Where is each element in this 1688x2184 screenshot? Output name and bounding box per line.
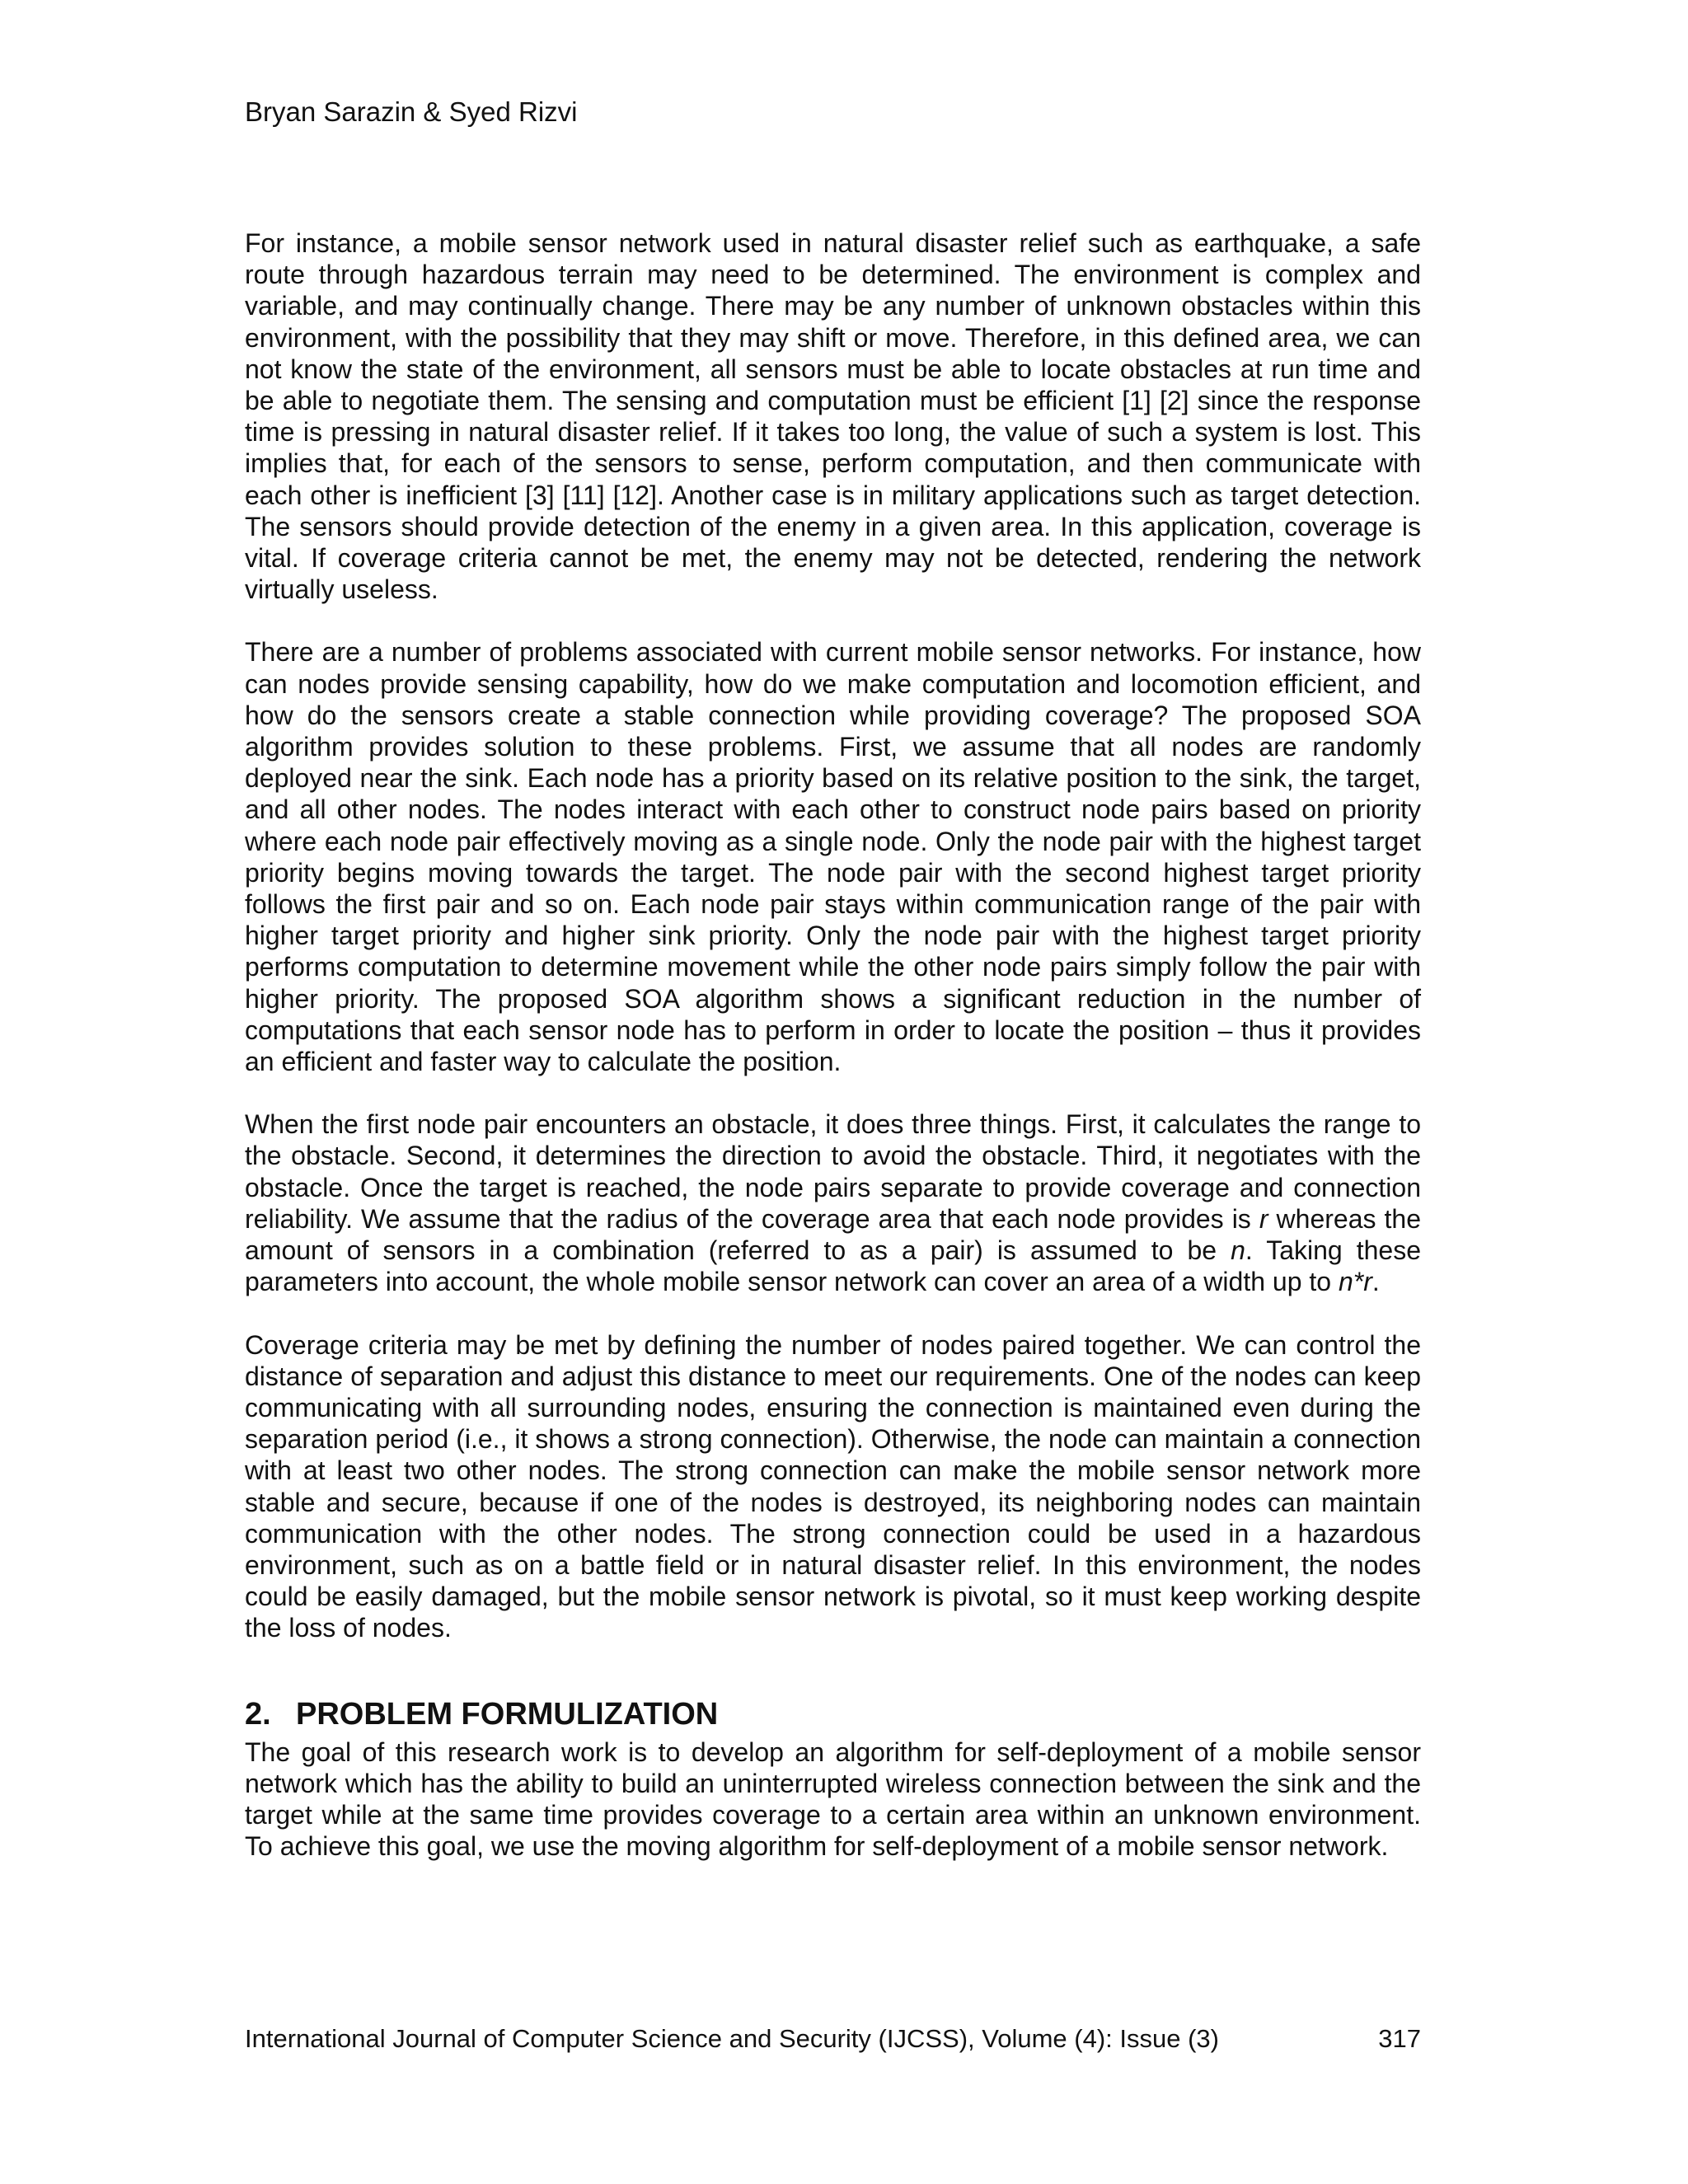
paragraph-1: For instance, a mobile sensor network used in natural disaster relief such as earthquake, a safe route through hazardous terrain may need to be determined. The environment is complex and variable, and may continually change. There may be any number of unknown obstacles within this environment, with the possibility that they may shift or move. Therefore, in this defined area, we can not know the state of the environment, all sensors must be able to locate obstacles at run time and be able to negotiate them. The sensing and computation must be efficient [1] [2] since the response time is pressing in natural disaster relief. If it takes too long, the value of such a system is lost. This implies that, for each of the sensors to sense, perform computation, and then communicate with each other is inefficient [3] [11] [12]. Another case is in military applications such as target detection. The sensors should provide detection of the enemy in a given area. In this application, coverage is vital. If coverage criteria cannot be met, the enemy may not be detected, rendering the network virtually useless. [245, 228, 1421, 605]
paragraph-4: Coverage criteria may be met by defining the number of nodes paired together. We can control the distance of separation and adjust this distance to meet our requirements. One of the nodes can keep communicating with all surrounding nodes, ensuring the connection is maintained even during the separation period (i.e., it shows a strong connection). Otherwise, the node can maintain a connection with at least two other nodes. The strong connection can make the mobile sensor network more stable and secure, because if one of the nodes is destroyed, its neighboring nodes can maintain communication with the other nodes. The strong connection could be used in a hazardous environment, such as on a battle field or in natural disaster relief. In this environment, the nodes could be easily damaged, but the mobile sensor network is pivotal, so it must keep working despite the loss of nodes. [245, 1329, 1421, 1643]
body-text [245, 227, 1421, 1893]
running-header-authors: Bryan Sarazin & Syed Rizvi [245, 96, 578, 127]
section-paragraph-1: The goal of this research work is to develop an algorithm for self-deployment of a mobile sensor network which has the ability to build an uninterrupted wireless connection between the sink and the target while at the same time provides coverage to a certain area within an unknown environment. To achieve this goal, we use the moving algorithm for self-deployment of a mobile sensor network. [245, 1736, 1421, 1862]
footer-page-number: 317 [1378, 2024, 1421, 2053]
page-footer [245, 2023, 1421, 2055]
paragraph-3 [245, 1108, 1421, 1297]
section-title: PROBLEM FORMULIZATION [296, 1696, 719, 1732]
section-heading [245, 1695, 1421, 1733]
variable-r: r [1259, 1203, 1268, 1234]
paragraph-3-text-c: . Taking these parameters into account, the whole mobile sensor network can cover an area of a width up to [245, 1235, 1422, 1297]
paragraph-3-text-b: whereas the amount of sensors in a combination (referred to as a pair) is assumed to be [245, 1203, 1422, 1266]
variable-n: n [1231, 1235, 1245, 1266]
footer-journal: International Journal of Computer Science and Security (IJCSS), Volume (4): Issue (3) [245, 2024, 1219, 2053]
paragraph-2: There are a number of problems associated with current mobile sensor networks. For instance, how can nodes provide sensing capability, how do we make computation and locomotion efficient, and how do the sensors create a stable connection while providing coverage? The proposed SOA algorithm provides solution to these problems. First, we assume that all nodes are randomly deployed near the sink. Each node has a priority based on its relative position to the sink, the target, and all other nodes. The nodes interact with each other to construct node pairs based on priority where each node pair effectively moving as a single node. Only the node pair with the highest target priority begins moving towards the target. The node pair with the second highest target priority follows the first pair and so on. Each node pair stays within communication range of the pair with higher target priority and higher sink priority. Only the node pair with the highest target priority performs computation to determine movement while the other node pairs simply follow the pair with higher priority. The proposed SOA algorithm shows a significant reduction in the number of computations that each sensor node has to perform in order to locate the position – thus it provides an efficient and faster way to calculate the position. [245, 637, 1421, 1077]
paragraph-3-text-d: . [1372, 1267, 1380, 1297]
paragraph-3-text-a: When the first node pair encounters an obstacle, it does three things. First, it calculates the range to the obstacle. Second, it determines the direction to avoid the obstacle. Third, it negotiates with the obstacle. Once the target is reached, the node pairs separate to provide coverage and connection reliability. We assume that the radius of the coverage area that each node provides is [245, 1109, 1421, 1234]
variable-n-times-r: n*r [1338, 1267, 1372, 1297]
section-number: 2. [245, 1696, 271, 1732]
